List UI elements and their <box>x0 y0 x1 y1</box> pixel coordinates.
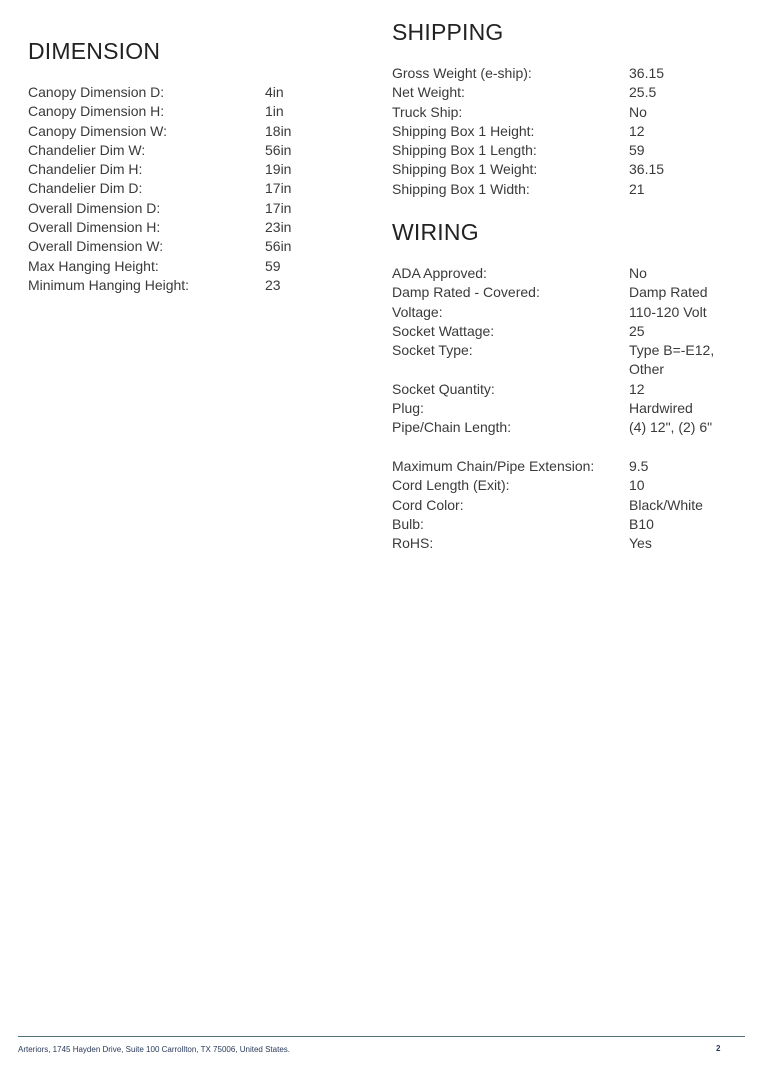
shipping-spec-value: No <box>629 103 647 120</box>
dimension-spec-label: Minimum Hanging Height: <box>28 276 190 293</box>
wiring-spec-row <box>392 341 732 380</box>
dimension-spec-label: Chandelier Dim H: <box>28 161 143 178</box>
wiring-spec-row <box>392 264 732 283</box>
shipping-spec-label: Truck Ship: <box>392 103 463 120</box>
shipping-spec-row <box>392 141 732 160</box>
wiring-spec-value: 10 <box>629 477 645 494</box>
dimension-spec-value: 23in <box>265 219 292 236</box>
dimension-spec-value: 18in <box>265 122 292 139</box>
shipping-spec-label: Net Weight: <box>392 84 465 101</box>
dimension-spec-label: Canopy Dimension W: <box>28 122 168 139</box>
dimension-spec-row <box>28 237 348 256</box>
wiring-spec-row <box>392 476 732 495</box>
dimension-spec-row <box>28 199 348 218</box>
dimension-spec-value: 56in <box>265 238 292 255</box>
dimension-spec-row <box>28 83 348 102</box>
wiring-spec-label: Damp Rated - Covered: <box>392 284 540 301</box>
wiring-spec-value: No <box>629 265 647 281</box>
shipping-spec-value: 36.15 <box>629 161 665 178</box>
wiring-spec-label: Bulb: <box>392 515 424 532</box>
wiring-spec-value: Damp Rated <box>629 284 708 301</box>
wiring-spec-row <box>392 303 732 322</box>
dimension-spec-value: 17in <box>265 199 292 216</box>
dimension-spec-value: 4in <box>265 84 284 100</box>
dimension-spec-value: 1in <box>265 103 284 120</box>
shipping-spec-label: Gross Weight (e-ship): <box>392 65 532 81</box>
dimension-spec-value: 59 <box>265 257 281 274</box>
dimension-spec-label: Canopy Dimension D: <box>28 84 165 100</box>
dimension-spec-label: Chandelier Dim D: <box>28 180 143 197</box>
dimension-heading: DIMENSION <box>28 38 161 64</box>
dimension-spec-row <box>28 257 348 276</box>
dimension-spec-row <box>28 276 348 295</box>
dimension-spec-row <box>28 218 348 237</box>
shipping-spec-label: Shipping Box 1 Height: <box>392 122 535 139</box>
dimension-spec-value: 17in <box>265 180 292 197</box>
shipping-spec-row <box>392 103 732 122</box>
wiring-spec-value: Type B=-E12, Other <box>629 342 715 378</box>
wiring-spec-row <box>392 534 732 553</box>
wiring-spec-list <box>392 264 732 553</box>
wiring-spec-label: Socket Wattage: <box>392 322 495 339</box>
wiring-spec-row <box>392 380 732 399</box>
wiring-heading: WIRING <box>392 219 479 245</box>
dimension-spec-label: Overall Dimension W: <box>28 238 164 255</box>
wiring-spec-row <box>392 457 732 476</box>
wiring-spec-value: B10 <box>629 515 654 532</box>
shipping-spec-label: Shipping Box 1 Length: <box>392 142 537 159</box>
shipping-spec-value: 25.5 <box>629 84 657 101</box>
dimension-spec-label: Overall Dimension H: <box>28 219 161 236</box>
dimension-spec-row <box>28 160 348 179</box>
dimension-spec-row <box>28 141 348 160</box>
wiring-spec-value: 9.5 <box>629 457 649 474</box>
shipping-spec-value: 12 <box>629 122 645 139</box>
shipping-spec-value: 21 <box>629 180 645 197</box>
wiring-spec-value: 25 <box>629 322 645 339</box>
shipping-spec-row <box>392 122 732 141</box>
dimension-spec-row <box>28 179 348 198</box>
wiring-spec-label: RoHS: <box>392 535 434 552</box>
wiring-spec-value: (4) 12", (2) 6" <box>629 419 713 436</box>
footer-address: Arteriors, 1745 Hayden Drive, Suite 100 Carrollton, TX 75006, United States. <box>18 1045 290 1054</box>
wiring-spec-label: Socket Type: <box>392 342 473 359</box>
wiring-spec-label: Maximum Chain/Pipe Extension: <box>392 457 595 474</box>
wiring-spec-value: Hardwired <box>629 400 693 417</box>
wiring-spec-value: 110-120 Volt <box>629 303 707 320</box>
wiring-spec-row <box>392 418 732 457</box>
dimension-spec-label: Canopy Dimension H: <box>28 103 165 120</box>
wiring-spec-label: Socket Quantity: <box>392 380 495 397</box>
wiring-spec-row <box>392 322 732 341</box>
wiring-spec-value: Black/White <box>629 496 703 513</box>
dimension-spec-label: Overall Dimension D: <box>28 199 161 216</box>
shipping-spec-list <box>392 64 732 199</box>
wiring-spec-label: Plug: <box>392 400 424 417</box>
wiring-spec-row <box>392 515 732 534</box>
wiring-spec-label: Pipe/Chain Length: <box>392 419 512 436</box>
shipping-spec-label: Shipping Box 1 Weight: <box>392 161 538 178</box>
wiring-spec-label: Voltage: <box>392 303 443 320</box>
dimension-spec-value: 23 <box>265 276 281 293</box>
wiring-spec-row <box>392 399 732 418</box>
wiring-spec-label: ADA Approved: <box>392 265 487 281</box>
dimension-spec-row <box>28 102 348 121</box>
shipping-spec-row <box>392 160 732 179</box>
footer-divider <box>18 1036 745 1037</box>
wiring-spec-row <box>392 283 732 302</box>
shipping-spec-row <box>392 64 732 83</box>
dimension-spec-value: 56in <box>265 141 292 158</box>
dimension-spec-row <box>28 122 348 141</box>
dimension-spec-label: Max Hanging Height: <box>28 257 159 274</box>
shipping-heading: SHIPPING <box>392 19 504 45</box>
shipping-spec-row <box>392 83 732 102</box>
shipping-spec-value: 36.15 <box>629 65 665 81</box>
wiring-spec-value: Yes <box>629 535 652 552</box>
wiring-spec-value: 12 <box>629 380 645 397</box>
shipping-spec-label: Shipping Box 1 Width: <box>392 180 530 197</box>
wiring-spec-label: Cord Length (Exit): <box>392 477 510 494</box>
dimension-spec-value: 19in <box>265 161 292 178</box>
shipping-spec-row <box>392 180 732 199</box>
dimension-spec-list <box>28 83 348 295</box>
page-number: 2 <box>716 1044 721 1053</box>
wiring-spec-row <box>392 496 732 515</box>
dimension-spec-label: Chandelier Dim W: <box>28 141 146 158</box>
wiring-spec-label: Cord Color: <box>392 496 464 513</box>
shipping-spec-value: 59 <box>629 142 645 159</box>
